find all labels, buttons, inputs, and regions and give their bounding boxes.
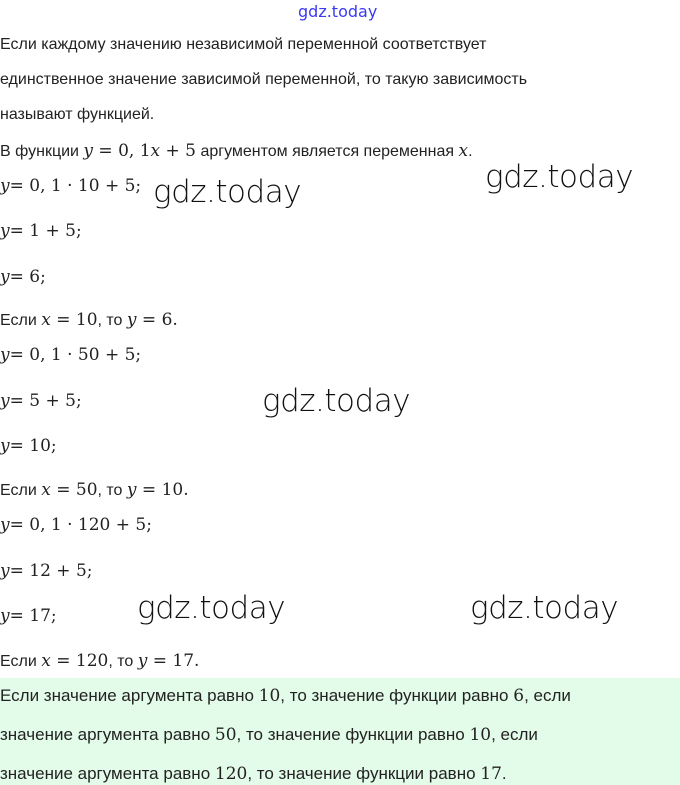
text-fragment: , если: [524, 686, 571, 705]
calc-line: [0, 267, 46, 288]
calc-line: [0, 561, 92, 582]
site-logo[interactable]: gdz.today: [298, 2, 378, 21]
calc-line: [0, 345, 141, 366]
text-fragment: 10: [75, 310, 98, 330]
text-fragment: y: [0, 391, 10, 411]
text-fragment: 120: [214, 764, 248, 784]
text-fragment: .: [194, 651, 200, 671]
conclusion-line: [0, 686, 571, 706]
text-fragment: =: [50, 651, 76, 671]
watermark: gdz.today: [262, 383, 411, 419]
text-fragment: =: [50, 480, 76, 500]
text-fragment: .: [501, 764, 507, 783]
text-fragment: y: [126, 480, 137, 500]
text-fragment: Если: [0, 653, 42, 670]
math-var: y: [83, 141, 94, 161]
text-fragment: , то значение функции равно: [236, 725, 470, 744]
text-fragment: y: [126, 310, 137, 330]
text-fragment: = 6;: [9, 267, 46, 287]
math-var: x: [458, 141, 469, 161]
text-fragment: = 12 + 5;: [9, 561, 93, 581]
result-line: [0, 651, 199, 672]
text-fragment: =: [136, 480, 162, 500]
text-fragment: x: [41, 310, 51, 330]
text-fragment: Если значение аргумента равно: [0, 686, 259, 705]
calc-line: [0, 606, 57, 627]
text-fragment: , если: [491, 725, 538, 744]
text-fragment: значение аргумента равно: [0, 764, 215, 783]
text: .: [468, 143, 473, 160]
text-fragment: = 0, 1 · 50 + 5;: [9, 345, 142, 365]
text-fragment: значение аргумента равно: [0, 725, 215, 744]
text-fragment: 6: [513, 686, 525, 706]
result-line: [0, 310, 178, 331]
text-fragment: x: [41, 480, 51, 500]
text-fragment: 120: [75, 651, 109, 671]
text-fragment: = 17;: [9, 606, 57, 626]
text-fragment: y: [0, 345, 10, 365]
text-fragment: 6: [161, 310, 173, 330]
text-fragment: y: [0, 561, 10, 581]
text-fragment: 10: [258, 686, 281, 706]
text-fragment: = 0, 1 · 120 + 5;: [9, 515, 152, 535]
math: + 5: [160, 141, 196, 161]
text-fragment: y: [0, 176, 10, 196]
text-fragment: , то значение функции равно: [247, 764, 481, 783]
text-fragment: = 0, 1 · 10 + 5;: [9, 176, 142, 196]
watermark: gdz.today: [470, 590, 619, 626]
text-fragment: y: [0, 515, 10, 535]
watermark: gdz.today: [485, 159, 634, 195]
text-fragment: =: [147, 651, 173, 671]
text-fragment: = 10;: [9, 436, 57, 456]
text-fragment: y: [0, 606, 10, 626]
text-fragment: .: [183, 480, 189, 500]
calc-line: [0, 221, 82, 242]
text-fragment: 50: [75, 480, 98, 500]
text: В функции: [0, 143, 84, 160]
text-fragment: 17: [480, 764, 502, 784]
text-fragment: = 5 + 5;: [9, 391, 82, 411]
conclusion-line: [0, 764, 507, 784]
text-fragment: , то: [97, 482, 127, 499]
text-fragment: 10: [469, 725, 492, 745]
text-fragment: .: [172, 310, 178, 330]
conclusion-line: [0, 725, 538, 745]
function-statement: [0, 141, 473, 162]
text-fragment: , то значение функции равно: [280, 686, 514, 705]
calc-line: [0, 176, 141, 197]
text-fragment: Если: [0, 482, 42, 499]
math-var: x: [150, 141, 161, 161]
calc-line: [0, 391, 82, 412]
text-fragment: 50: [214, 725, 237, 745]
watermark: gdz.today: [137, 590, 286, 626]
watermark: gdz.today: [153, 174, 302, 210]
text-fragment: Если: [0, 312, 42, 329]
intro-line: называют функцией.: [0, 106, 155, 123]
text-fragment: = 1 + 5;: [9, 221, 82, 241]
text: аргументом является переменная: [196, 143, 459, 160]
text-fragment: 17: [172, 651, 195, 671]
text-fragment: =: [136, 310, 162, 330]
result-line: [0, 480, 189, 501]
calc-line: [0, 515, 152, 536]
text-fragment: y: [0, 267, 10, 287]
text-fragment: , то: [108, 653, 138, 670]
text-fragment: x: [41, 651, 51, 671]
text-fragment: =: [50, 310, 76, 330]
text-fragment: y: [0, 221, 10, 241]
text-fragment: y: [0, 436, 10, 456]
intro-line: единственное значение зависимой переменной, то такую зависимость: [0, 71, 528, 88]
text-fragment: , то: [97, 312, 127, 329]
text-fragment: 10: [161, 480, 184, 500]
text-fragment: y: [137, 651, 148, 671]
math: = 0, 1: [93, 141, 151, 161]
calc-line: [0, 436, 57, 457]
intro-line: Если каждому значению независимой переменной соответствует: [0, 36, 487, 53]
